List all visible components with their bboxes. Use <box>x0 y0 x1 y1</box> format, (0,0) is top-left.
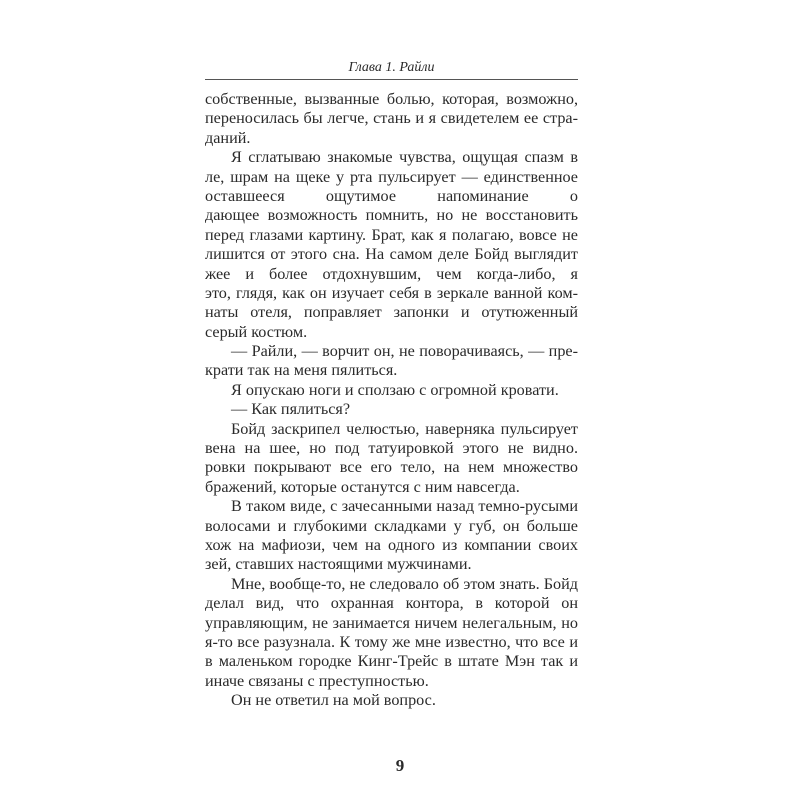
text-line: бражений, которые останутся с ним навсегда. <box>205 477 520 496</box>
text-line: я-то все разузнала. К тому же мне известно, что все и <box>205 632 578 651</box>
text-line: это, глядя, как он изучает себя в зеркале ванной ком- <box>205 283 578 302</box>
text-line: ле, шрам на щеке у рта пульсирует — единственное <box>205 167 578 186</box>
text-line: крати так на меня пялиться. <box>205 361 398 380</box>
text-line: оставшееся ощутимое напоминание о <box>205 186 578 205</box>
text-line: волосами и глубокими складками у губ, он больше <box>205 516 578 535</box>
text-line: перед глазами картину. Брат, как я полагаю, вовсе не <box>205 225 578 244</box>
body-text <box>205 90 578 711</box>
text-line: хож на мафиози, чем на одного из компании своих <box>205 535 578 554</box>
text-line: Я опускаю ноги и сползаю с огромной кровати. <box>231 380 559 399</box>
text-line: — Райли, — ворчит он, не поворачиваясь, — пре- <box>231 342 578 361</box>
running-header: Глава 1. Райли <box>348 60 435 75</box>
text-line: управляющим, не занимается ничем нелегальным, но <box>205 613 578 632</box>
text-line: иначе связаны с преступностью. <box>205 671 429 690</box>
page-number: 9 <box>395 756 405 775</box>
text-line: в маленьком городке Кинг-Трейс в штате Мэн так и <box>205 652 578 671</box>
text-line: переносилась бы легче, стань и я свидетелем ее стра- <box>205 109 578 128</box>
text-line: Я сглатываю знакомые чувства, ощущая спазм в <box>231 148 578 167</box>
text-line: Мне, вообще-то, не следовало об этом знать. Бойд <box>231 574 578 593</box>
text-line: делал вид, что охранная контора, в которой он <box>205 594 578 613</box>
text-line: собственные, вызванные болью, которая, возможно, <box>205 90 578 108</box>
text-line: Он не ответил на мой вопрос. <box>231 691 436 710</box>
text-line: серый костюм. <box>205 322 308 341</box>
text-line: — Как пялиться? <box>231 400 351 419</box>
text-line: наты отеля, поправляет запонки и отутюженный <box>205 303 578 322</box>
header-rule <box>205 79 578 80</box>
text-line: Бойд заскрипел челюстью, наверняка пульсирует <box>231 419 578 438</box>
text-line: вена на шее, но под татуировкой этого не видно. <box>205 439 578 458</box>
text-line: ровки покрывают все его тело, на нем множество <box>205 458 578 477</box>
text-line: жее и более отдохнувшим, чем когда-либо, я <box>205 264 578 283</box>
text-line: дающее возможность помнить, но не восстановить <box>205 206 578 225</box>
text-line: зей, ставших настоящими мужчинами. <box>205 555 472 574</box>
text-line: даний. <box>205 128 251 147</box>
text-line: лишится от этого сна. На самом деле Бойд выглядит <box>205 245 578 264</box>
text-line: В таком виде, с зачесанными назад темно-русыми <box>231 497 578 516</box>
